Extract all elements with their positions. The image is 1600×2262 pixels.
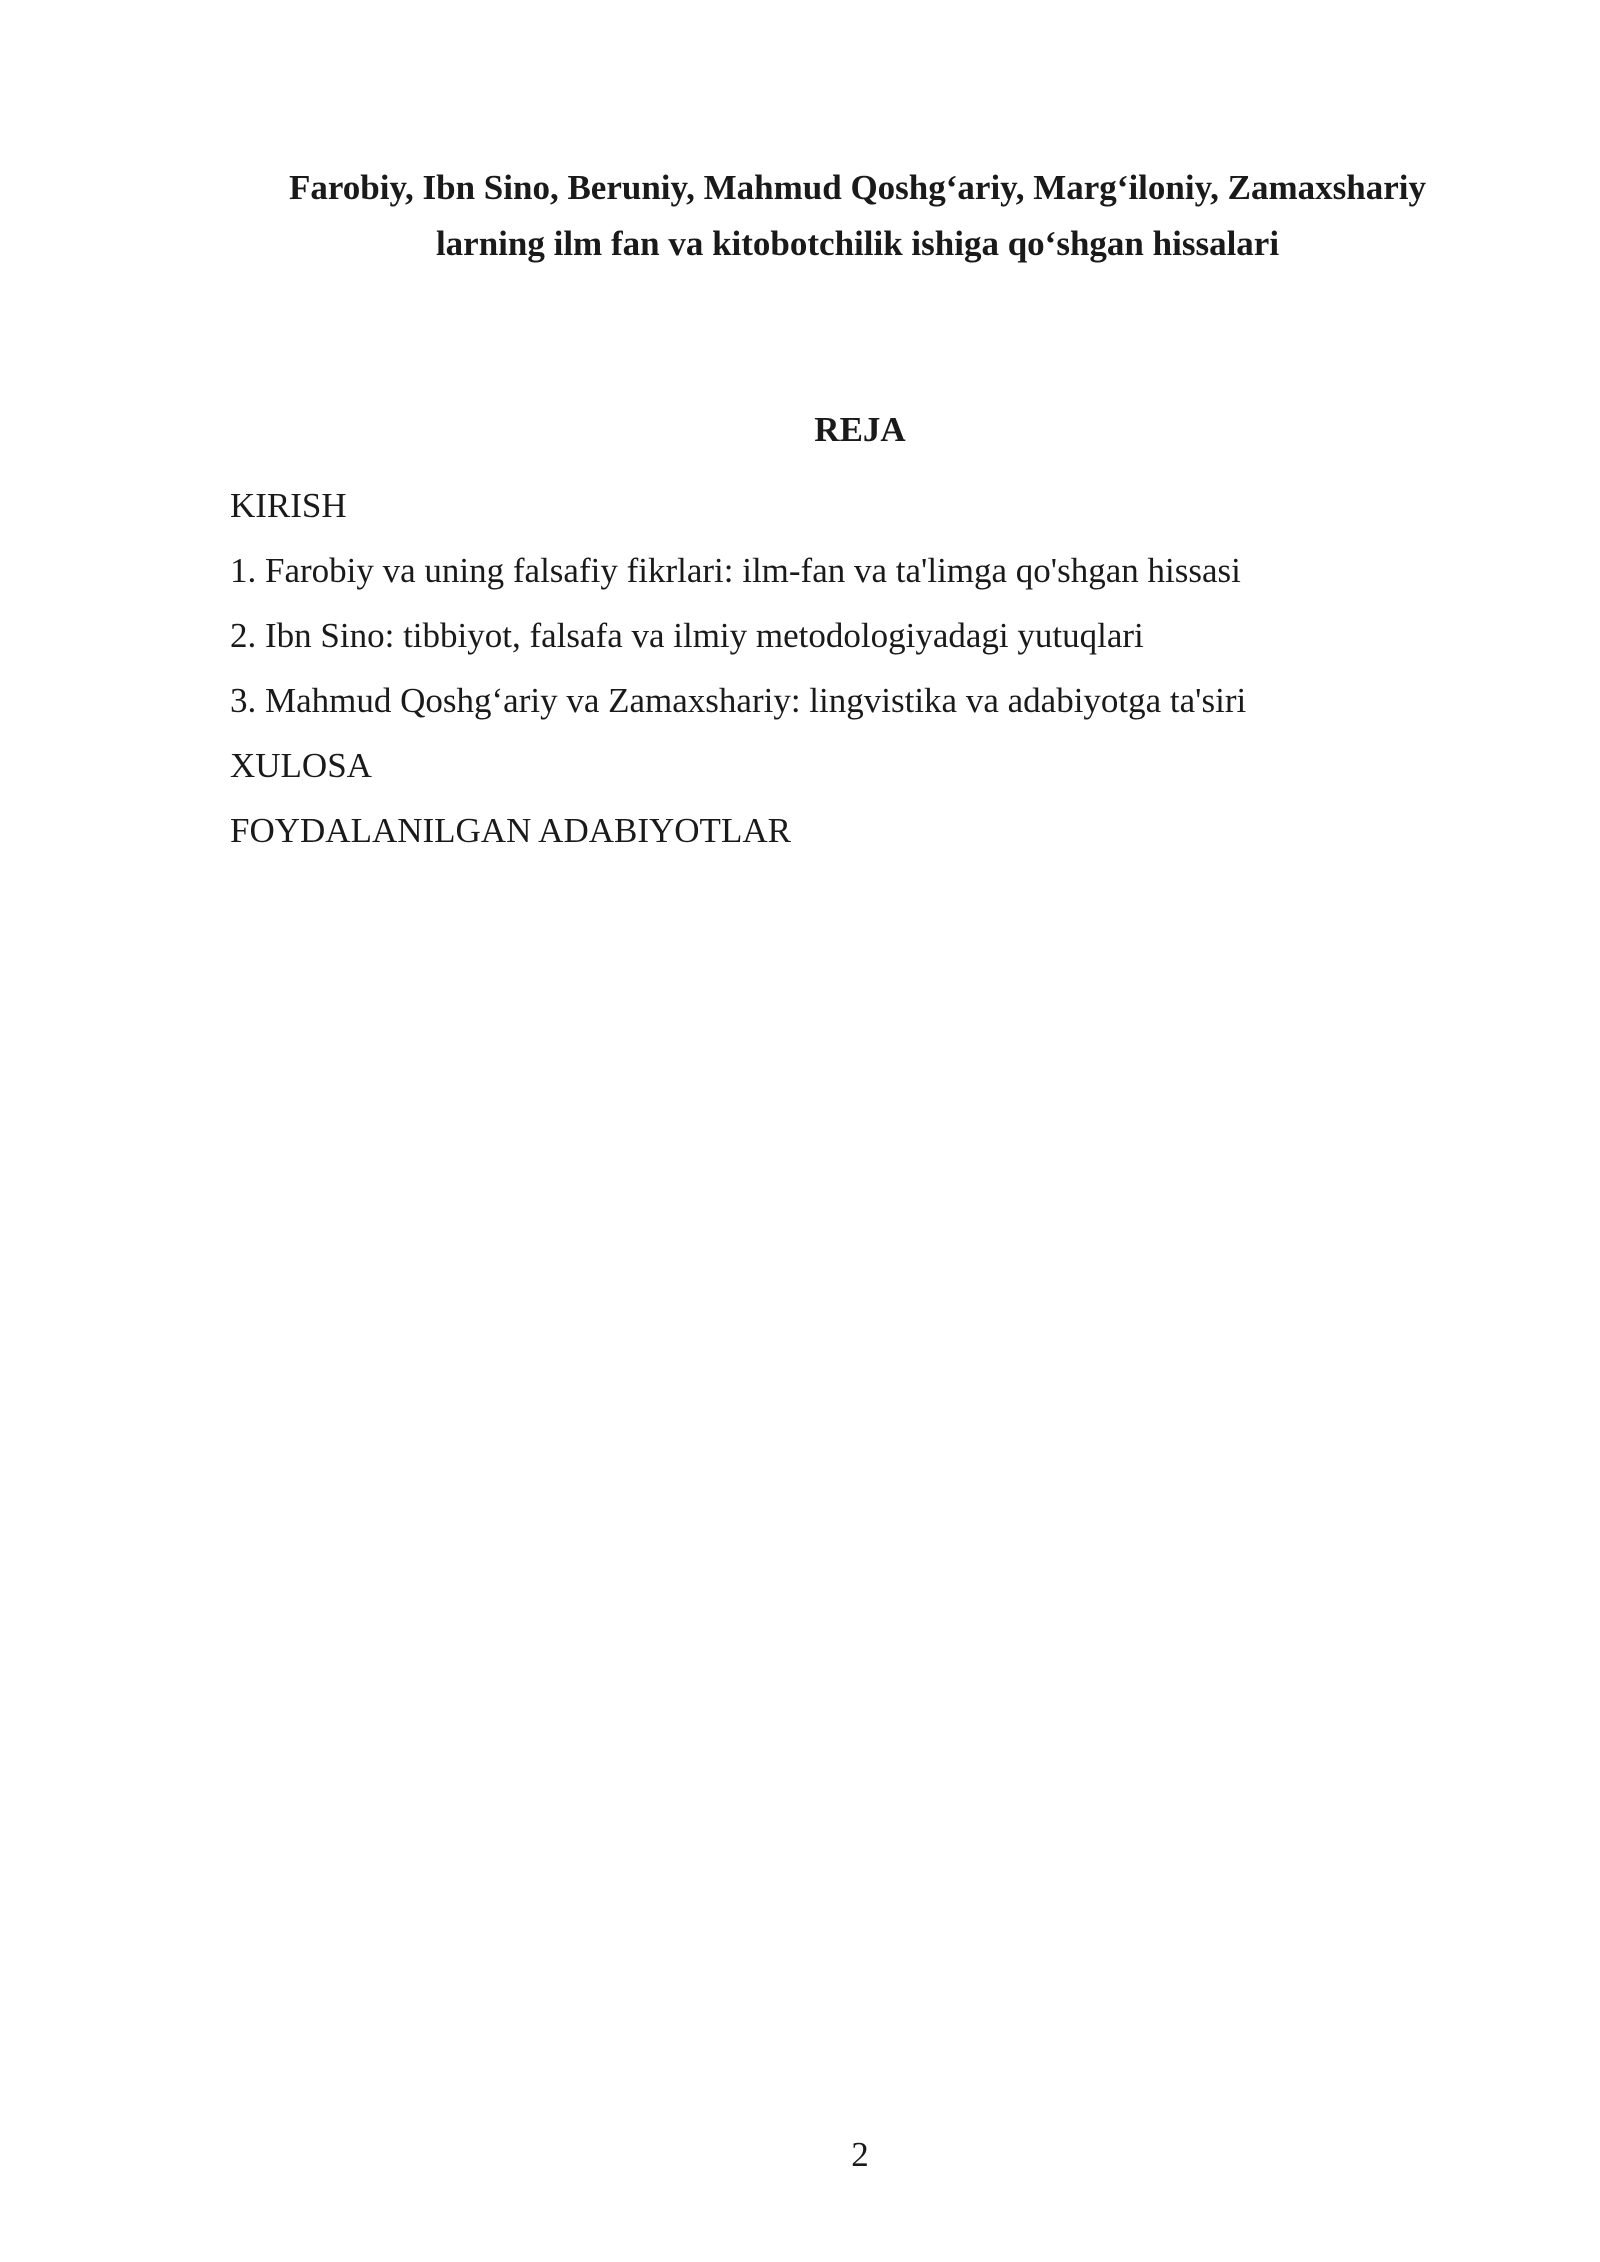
document-title-line-1: Farobiy, Ibn Sino, Beruniy, Mahmud Qoshg‘ariy, Marg‘iloniy, Zamaxshariy [288, 168, 1427, 207]
plan-item-3: 3. Mahmud Qoshg‘ariy va Zamaxshariy: lingvistika va adabiyotga ta'siri [230, 681, 1247, 720]
document-title [220, 160, 1495, 272]
plan-item-conclusion: XULOSA [230, 746, 372, 785]
plan-item-references: FOYDALANILGAN ADABIYOTLAR [230, 811, 791, 850]
page-number: 2 [851, 2135, 869, 2174]
plan-heading: REJA [814, 410, 906, 449]
plan-item-2: 2. Ibn Sino: tibbiyot, falsafa va ilmiy metodologiyadagi yutuqlari [230, 616, 1144, 655]
plan-item-1: 1. Farobiy va uning falsafiy fikrlari: ilm-fan va ta'limga qo'shgan hissasi [230, 551, 1241, 590]
plan-list [230, 473, 1246, 863]
plan-item-introduction: KIRISH [230, 486, 347, 525]
document-title-line-2: larning ilm fan va kitobotchilik ishiga qo‘shgan hissalari [435, 224, 1280, 263]
